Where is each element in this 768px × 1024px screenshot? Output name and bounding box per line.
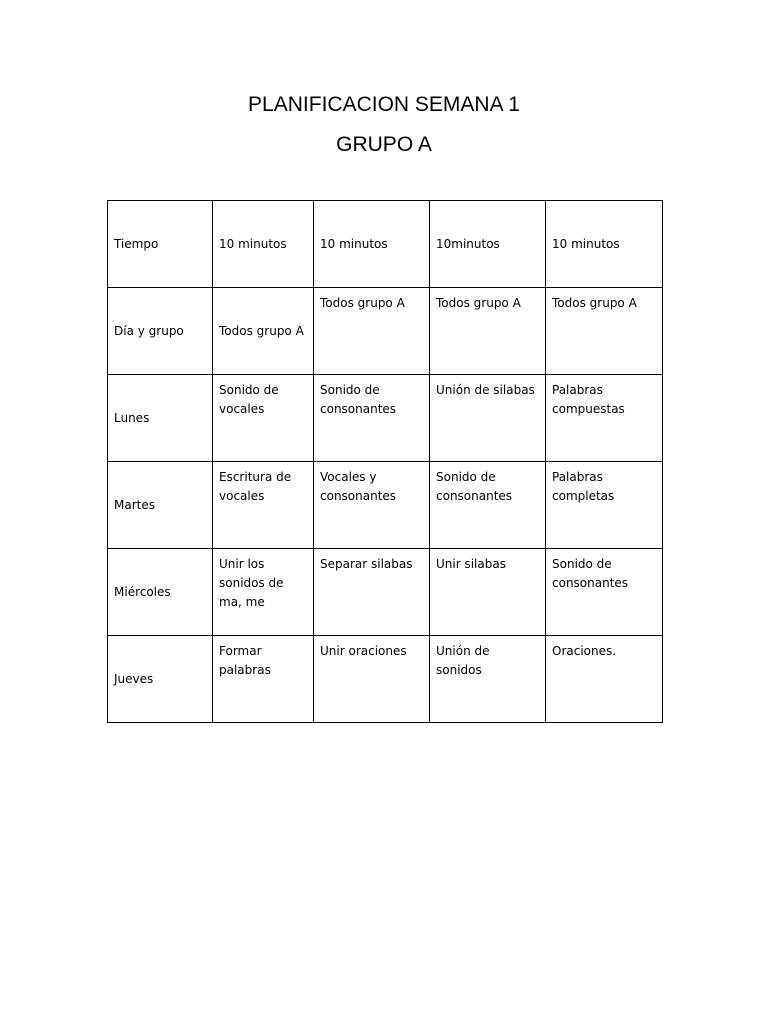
table-cell: Todos grupo A — [213, 288, 314, 375]
table-cell: Unión de sonidos — [430, 636, 546, 723]
table-cell: Todos grupo A — [546, 288, 663, 375]
table-cell: Unir oraciones — [314, 636, 430, 723]
planning-table — [107, 200, 663, 723]
row-label-lunes: Lunes — [108, 375, 213, 462]
table-row-martes — [108, 462, 663, 549]
row-label-miercoles: Miércoles — [108, 549, 213, 636]
table-cell: 10 minutos — [314, 201, 430, 288]
table-row-dia-y-grupo — [108, 288, 663, 375]
table-cell: Unir silabas — [430, 549, 546, 636]
row-label-tiempo: Tiempo — [108, 201, 213, 288]
table-cell: Oraciones. — [546, 636, 663, 723]
table-cell: 10 minutos — [546, 201, 663, 288]
table-row-lunes — [108, 375, 663, 462]
table-cell: Palabras compuestas — [546, 375, 663, 462]
table-cell: Separar silabas — [314, 549, 430, 636]
table-cell: Sonido de consonantes — [546, 549, 663, 636]
table-cell: Unir los sonidos de ma, me — [213, 549, 314, 636]
table-cell: 10 minutos — [213, 201, 314, 288]
table-row-jueves — [108, 636, 663, 723]
table-cell: Formar palabras — [213, 636, 314, 723]
table-row-miercoles — [108, 549, 663, 636]
table-cell: Sonido de vocales — [213, 375, 314, 462]
table-cell: Unión de silabas — [430, 375, 546, 462]
table-row-tiempo — [108, 201, 663, 288]
table-cell: Vocales y consonantes — [314, 462, 430, 549]
table-cell: Todos grupo A — [314, 288, 430, 375]
table-cell: Escritura de vocales — [213, 462, 314, 549]
document-title: PLANIFICACION SEMANA 1 — [248, 93, 520, 116]
row-label-martes: Martes — [108, 462, 213, 549]
document-subtitle: GRUPO A — [336, 133, 432, 156]
table-cell: Sonido de consonantes — [314, 375, 430, 462]
table-cell: Sonido de consonantes — [430, 462, 546, 549]
row-label-dia-y-grupo: Día y grupo — [108, 288, 213, 375]
row-label-jueves: Jueves — [108, 636, 213, 723]
table-cell: Palabras completas — [546, 462, 663, 549]
table-cell: Todos grupo A — [430, 288, 546, 375]
table-cell: 10minutos — [430, 201, 546, 288]
